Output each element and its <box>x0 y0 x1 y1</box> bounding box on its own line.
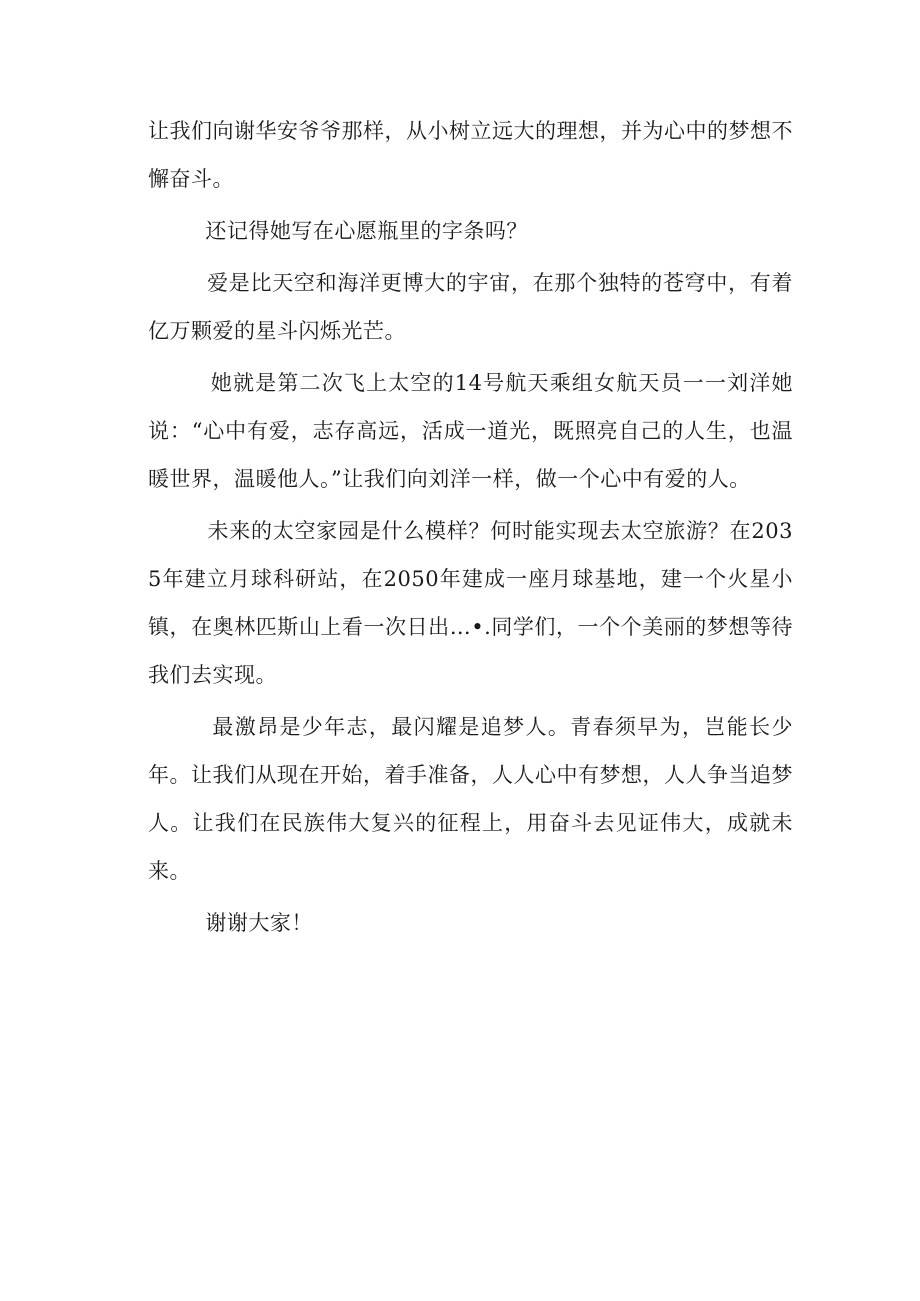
paragraph-youth-ambition: 最激昂是少年志，最闪耀是追梦人。青春须早为，岂能长少年。让我们从现在开始，着手准备，人人心中有梦想，人人争当追梦人。让我们在民族伟大复兴的征程上，用奋斗去见证伟大，成就未来。 <box>148 715 794 883</box>
paragraph-future-space-home: 未来的太空家园是什么模样？何时能实现去太空旅游？在2035年建立月球科研站，在2050年建成一座月球基地，建一个火星小镇，在奥林匹斯山上看一次日出…•.同学们，一个个美丽的梦想等待我们去实现。 <box>148 519 793 687</box>
paragraph-liu-yang: 她就是第二次飞上太空的14号航天乘组女航天员一一刘洋她说：“心中有爱，志存高远，活成一道光，既照亮自己的人生，也温暖世界，温暖他人。”让我们向刘洋一样，做一个心中有爱的人。 <box>148 371 793 491</box>
document-body <box>148 107 793 951</box>
paragraph-love-universe: 爱是比天空和海洋更博大的宇宙，在那个独特的苍穹中，有着亿万颗爱的星斗闪烁光芒。 <box>148 271 794 343</box>
paragraph-dream-striving: 让我们向谢华安爷爷那样，从小树立远大的理想，并为心中的梦想不懈奋斗。 <box>148 119 793 191</box>
paragraph-thanks: 谢谢大家！ <box>148 911 313 935</box>
paragraph-wish-bottle-question: 还记得她写在心愿瓶里的字条吗？ <box>148 219 528 243</box>
